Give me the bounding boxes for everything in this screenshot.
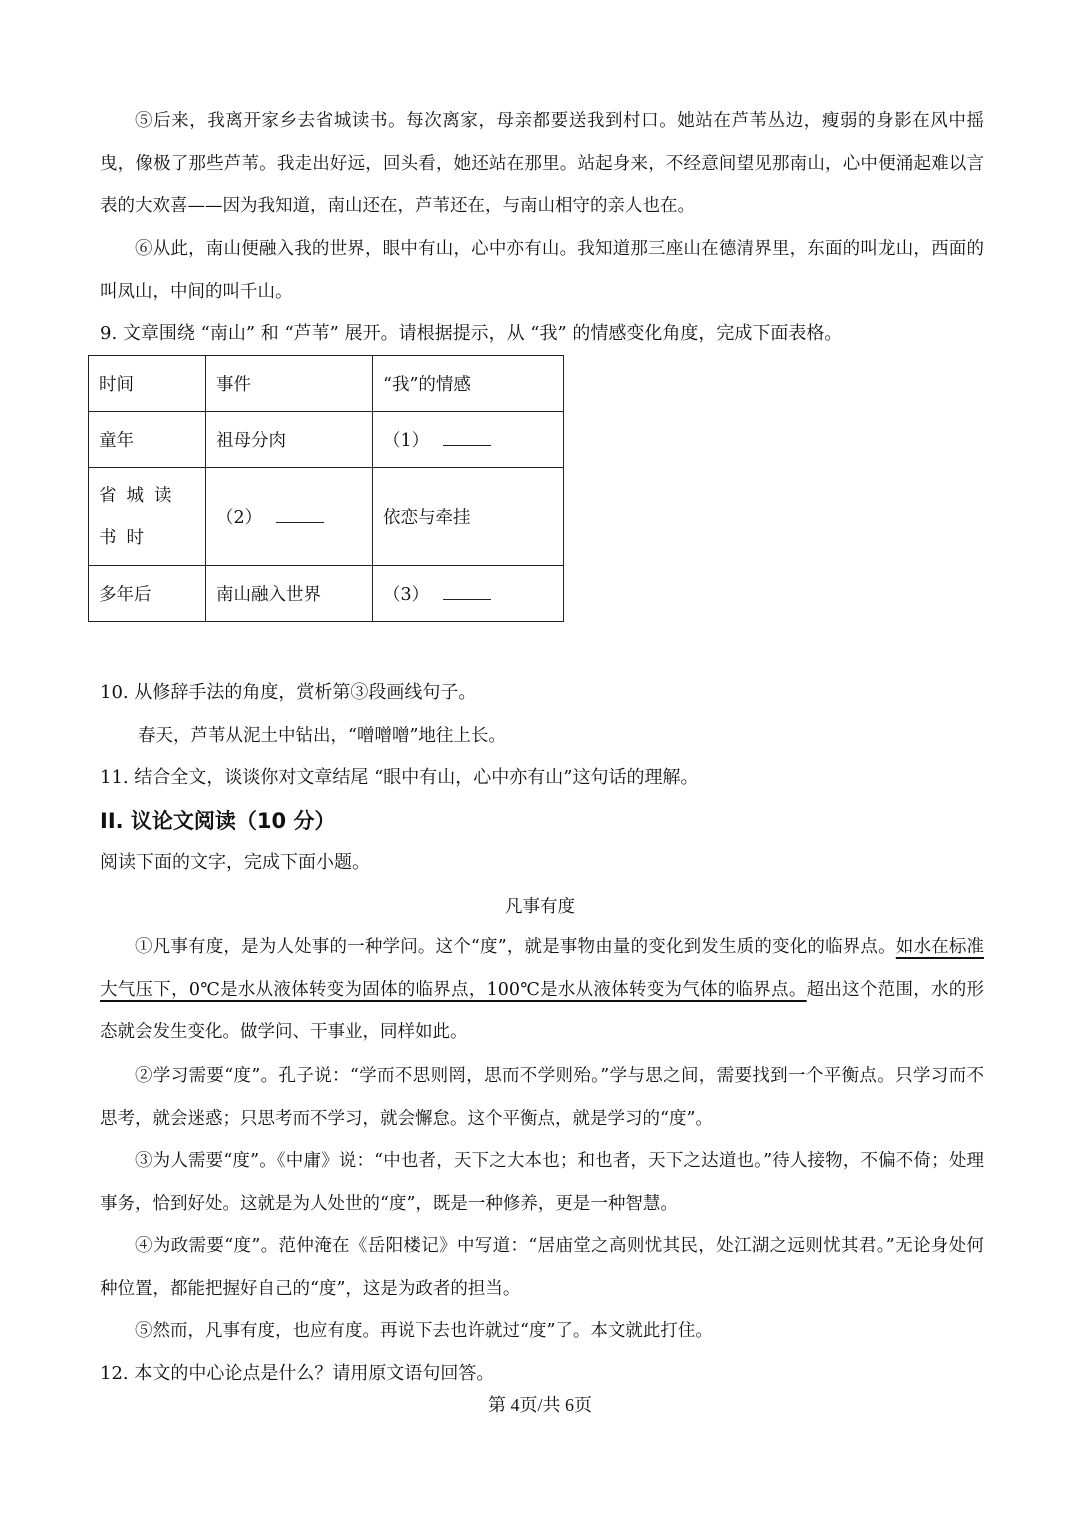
essay-paragraph-2: ②学习需要“度”。孔子说：“学而不思则罔，思而不学则殆。”学与思之间，需要找到一个平衡点。只学习而不思考，就会迷惑；只思考而不学习，就会懈怠。这个平衡点，就是学习的“度”。 — [100, 1066, 984, 1129]
header-event: 事件 — [206, 356, 373, 412]
essay-paragraph-1 — [100, 926, 984, 1054]
essay-p1-text-a: ①凡事有度，是为人处事的一种学问。这个“度”，就是事物由量的变化到发生质的变化的临界点。 — [135, 937, 896, 957]
cell-event: 南山融入世界 — [206, 566, 373, 622]
page-number: 第 4页/共 6页 — [487, 1395, 592, 1415]
essay-paragraph-4: ④为政需要“度”。范仲淹在《岳阳楼记》中写道：“居庙堂之高则忧其民，处江湖之远则忧其君。”无论身处何种位置，都能把握好自己的“度”，这是为政者的担当。 — [100, 1236, 984, 1299]
cell-event — [206, 468, 373, 566]
blank-label-1: （1） — [383, 431, 430, 451]
cell-event: 祖母分肉 — [206, 412, 373, 468]
essay-title: 凡事有度 — [505, 897, 575, 917]
question-11: 11. 结合全文，谈谈你对文章结尾 “眼中有山，心中亦有山”这句话的理解。 — [100, 767, 699, 788]
question-9: 9. 文章围绕 “南山” 和 “芦苇” 展开。请根据提示，从 “我” 的情感变化角度，完成下面表格。 — [100, 323, 843, 344]
section-instruction: 阅读下面的文字，完成下面小题。 — [100, 852, 370, 873]
table-row — [89, 566, 564, 622]
header-emotion: “我”的情感 — [373, 356, 564, 412]
question-10: 10. 从修辞手法的角度，赏析第③段画线句子。 — [100, 682, 477, 703]
answer-blank-3[interactable] — [443, 581, 491, 600]
answer-blank-2[interactable] — [276, 504, 324, 523]
section-title: II. 议论文阅读（10 分） — [100, 809, 336, 833]
blank-label-2: （2） — [216, 508, 263, 528]
cell-time: 多年后 — [89, 566, 206, 622]
table-row — [89, 468, 564, 566]
paragraph-5: ⑤后来，我离开家乡去省城读书。每次离家，母亲都要送我到村口。她站在芦苇丛边，瘦弱的身影在风中摇曳，像极了那些芦苇。我走出好远，回头看，她还站在那里。站起身来，不经意间望见那南山，心中便涌起难以言表的大欢喜——因为我知道，南山还在，芦苇还在，与南山相守的亲人也在。 — [100, 111, 984, 216]
table-header-row — [89, 356, 564, 412]
emotion-table — [88, 355, 564, 622]
essay-paragraph-5: ⑤然而，凡事有度，也应有度。再说下去也许就过“度”了。本文就此打住。 — [135, 1321, 713, 1341]
essay-p1-underlined: 如水在标准大气压下，0℃是水从液体转变为固体的临界点，100℃是水从液体转变为气体的临界点。 — [100, 937, 985, 1000]
essay-paragraph-3: ③为人需要“度”。《中庸》说：“中也者，天下之大本也；和也者，天下之达道也。”待人接物，不偏不倚；处理事务，恰到好处。这就是为人处世的“度”，既是一种修养，更是一种智慧。 — [100, 1151, 984, 1214]
question-10-quote: 春天，芦苇从泥土中钻出，“噌噌噌”地往上长。 — [138, 726, 506, 746]
answer-blank-1[interactable] — [443, 427, 491, 446]
header-time: 时间 — [89, 356, 206, 412]
cell-time: 省城读书时 — [89, 468, 206, 566]
table-row — [89, 412, 564, 468]
cell-emotion: 依恋与牵挂 — [373, 468, 564, 566]
cell-emotion — [373, 566, 564, 622]
question-12: 12. 本文的中心论点是什么？请用原文语句回答。 — [100, 1363, 495, 1384]
blank-label-3: （3） — [383, 585, 430, 605]
cell-emotion — [373, 412, 564, 468]
essay-p1-text-b: 超出这个范围，水的形态就会发生变化。做学问、干事业，同样如此。 — [100, 979, 985, 1042]
paragraph-6: ⑥从此，南山便融入我的世界，眼中有山，心中亦有山。我知道那三座山在德清界里，东面的叫龙山，西面的叫凤山，中间的叫千山。 — [100, 239, 984, 302]
cell-time: 童年 — [89, 412, 206, 468]
